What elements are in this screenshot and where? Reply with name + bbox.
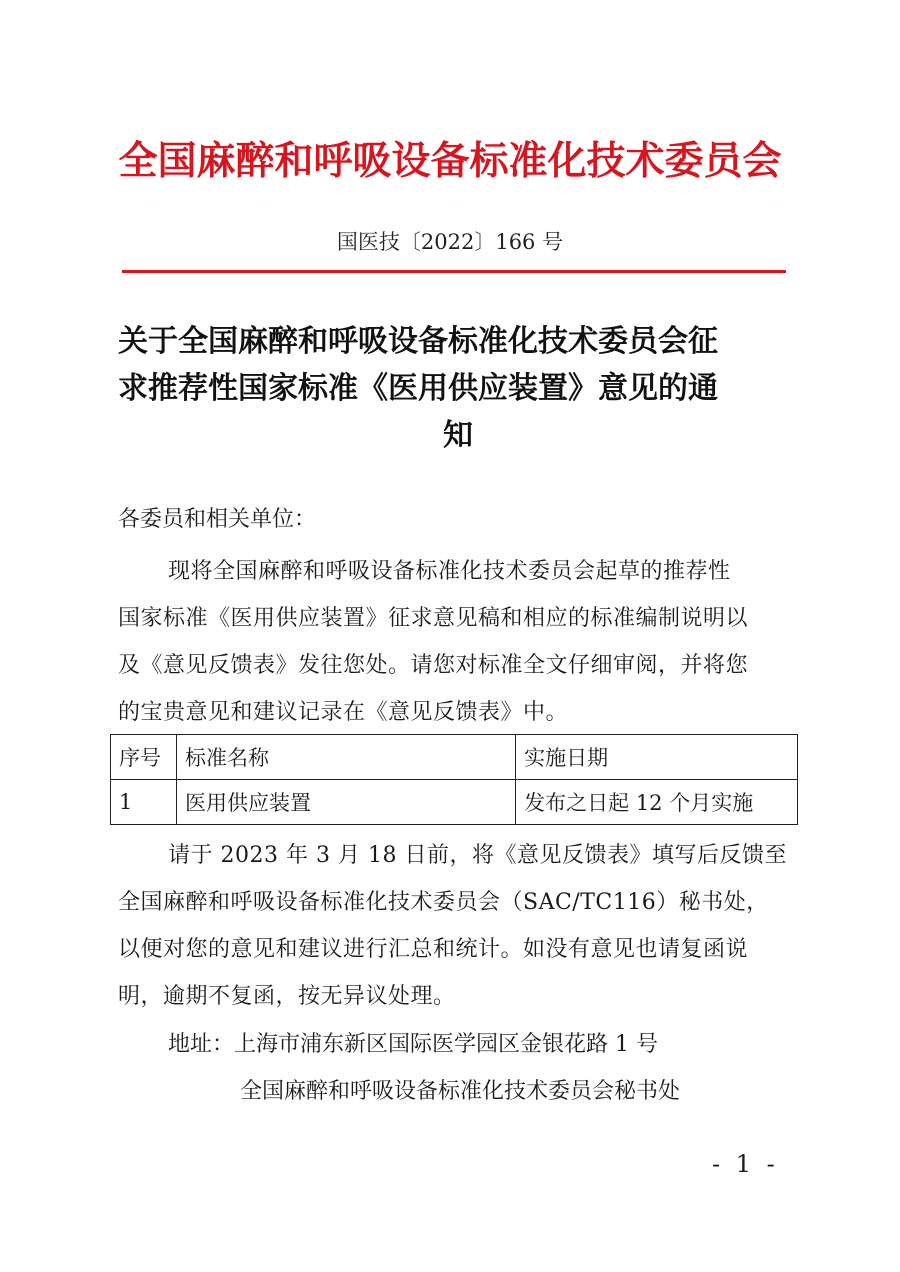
org-header-title: 全国麻醉和呼吸设备标准化技术委员会 <box>118 138 782 184</box>
document-number: 国医技〔2022〕166 号 <box>336 230 564 254</box>
table-cell: 医用供应装置 <box>176 780 515 825</box>
paragraph-line: 现将全国麻醉和呼吸设备标准化技术委员会起草的推荐性 <box>168 559 731 584</box>
table-header-row <box>111 735 798 780</box>
table-cell: 1 <box>111 780 177 825</box>
standards-table <box>110 734 798 825</box>
paragraph-line: 全国麻醉和呼吸设备标准化技术委员会（SAC/TC116）秘书处， <box>118 890 769 915</box>
notice-title <box>118 318 798 459</box>
paragraph-line: 的宝贵意见和建议记录在《意见反馈表》中。 <box>118 700 569 725</box>
address-line: 地址：上海市浦东新区国际医学园区金银花路 1 号 <box>168 1032 658 1057</box>
signature-line: 全国麻醉和呼吸设备标准化技术委员会秘书处 <box>240 1079 681 1104</box>
red-divider-line <box>122 270 786 273</box>
table-header-cell: 实施日期 <box>516 735 798 780</box>
paragraph-line: 国家标准《医用供应装置》征求意见稿和相应的标准编制说明以 <box>118 606 749 631</box>
paragraph-line: 请于 2023 年 3 月 18 日前，将《意见反馈表》填写后反馈至 <box>168 843 787 868</box>
salutation: 各委员和相关单位： <box>118 507 317 532</box>
title-line: 知 <box>443 418 473 453</box>
paragraph-line: 以便对您的意见和建议进行汇总和统计。如没有意见也请复函说 <box>118 937 749 962</box>
paragraph-line: 明，逾期不复函，按无异议处理。 <box>118 984 456 1009</box>
table-header-cell: 标准名称 <box>176 735 515 780</box>
table-row <box>111 780 798 825</box>
table-header-cell: 序号 <box>111 735 177 780</box>
paragraph-line: 及《意见反馈表》发往您处。请您对标准全文仔细审阅，并将您 <box>118 653 749 678</box>
page-number: - 1 - <box>712 1150 779 1178</box>
title-line: 求推荐性国家标准《医用供应装置》意见的通 <box>118 371 718 406</box>
table-cell: 发布之日起 12 个月实施 <box>516 780 798 825</box>
title-line: 关于全国麻醉和呼吸设备标准化技术委员会征 <box>118 324 718 359</box>
body-paragraph-1 <box>118 548 798 736</box>
body-paragraph-2 <box>118 832 798 1020</box>
